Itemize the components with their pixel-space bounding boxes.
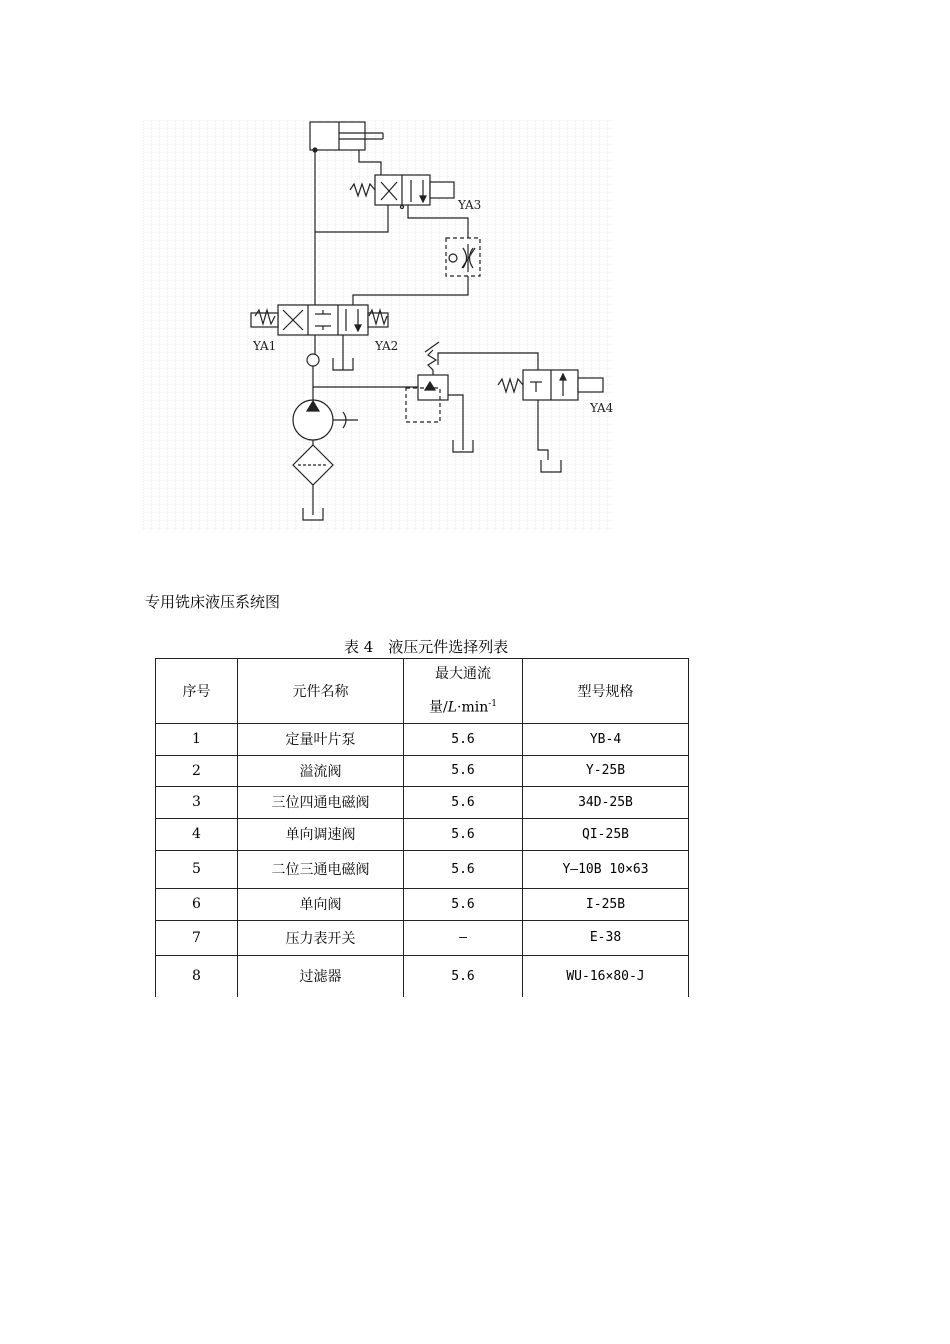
cell-flow: — xyxy=(404,920,523,955)
cell-flow: 5.6 xyxy=(404,786,523,818)
cell-index: 5 xyxy=(156,850,238,888)
header-flow-line1: 最大通流 xyxy=(435,666,491,682)
cell-name: 单向调速阀 xyxy=(238,818,404,850)
header-flow xyxy=(404,659,523,724)
cell-index: 4 xyxy=(156,818,238,850)
table-row xyxy=(156,786,689,818)
header-flow-line2: 量$/L\cdot\min^{-1}$ xyxy=(428,699,498,716)
cell-index: 2 xyxy=(156,755,238,786)
cell-flow: 5.6 xyxy=(404,888,523,920)
diagram-caption: 专用铣床液压系统图 xyxy=(145,593,281,611)
cell-name: 过滤器 xyxy=(238,955,404,997)
cell-flow: 5.6 xyxy=(404,723,523,755)
cell-index: 1 xyxy=(156,723,238,755)
check-valve xyxy=(307,354,319,366)
cell-index: 7 xyxy=(156,920,238,955)
cell-name: 三位四通电磁阀 xyxy=(238,786,404,818)
header-index: 序号 xyxy=(156,659,238,724)
cell-index: 6 xyxy=(156,888,238,920)
table-title: 表 4 液压元件选择列表 xyxy=(344,638,509,656)
cell-model: Y-25B xyxy=(523,755,689,786)
cell-index: 8 xyxy=(156,955,238,997)
cell-name: 二位三通电磁阀 xyxy=(238,850,404,888)
cell-model: E-38 xyxy=(523,920,689,955)
cell-model: I-25B xyxy=(523,888,689,920)
cell-model: WU-16×80-J xyxy=(523,955,689,997)
label-ya3: YA3 xyxy=(458,198,482,212)
table-header-row xyxy=(156,659,689,724)
cell-index: 3 xyxy=(156,786,238,818)
table-row xyxy=(156,755,689,786)
cell-model: YB-4 xyxy=(523,723,689,755)
table-row xyxy=(156,888,689,920)
cell-name: 定量叶片泵 xyxy=(238,723,404,755)
cell-model: QI-25B xyxy=(523,818,689,850)
cell-name: 单向阀 xyxy=(238,888,404,920)
label-ya4: YA4 xyxy=(590,401,613,415)
table-row xyxy=(156,955,689,997)
components-table xyxy=(155,658,689,997)
cell-name: 压力表开关 xyxy=(238,920,404,955)
header-model: 型号规格 xyxy=(523,659,689,724)
cell-model: Y—10B 10×63 xyxy=(523,850,689,888)
table-row xyxy=(156,818,689,850)
table-row xyxy=(156,920,689,955)
cell-flow: 5.6 xyxy=(404,850,523,888)
table-row xyxy=(156,723,689,755)
cell-name: 溢流阀 xyxy=(238,755,404,786)
header-name: 元件名称 xyxy=(238,659,404,724)
label-ya2: YA2 xyxy=(375,339,399,353)
table-row xyxy=(156,850,689,888)
cell-flow: 5.6 xyxy=(404,955,523,997)
cell-model: 34D-25B xyxy=(523,786,689,818)
cell-flow: 5.6 xyxy=(404,818,523,850)
hydraulic-circuit-diagram xyxy=(143,120,613,530)
cell-flow: 5.6 xyxy=(404,755,523,786)
label-ya1: YA1 xyxy=(253,339,277,353)
